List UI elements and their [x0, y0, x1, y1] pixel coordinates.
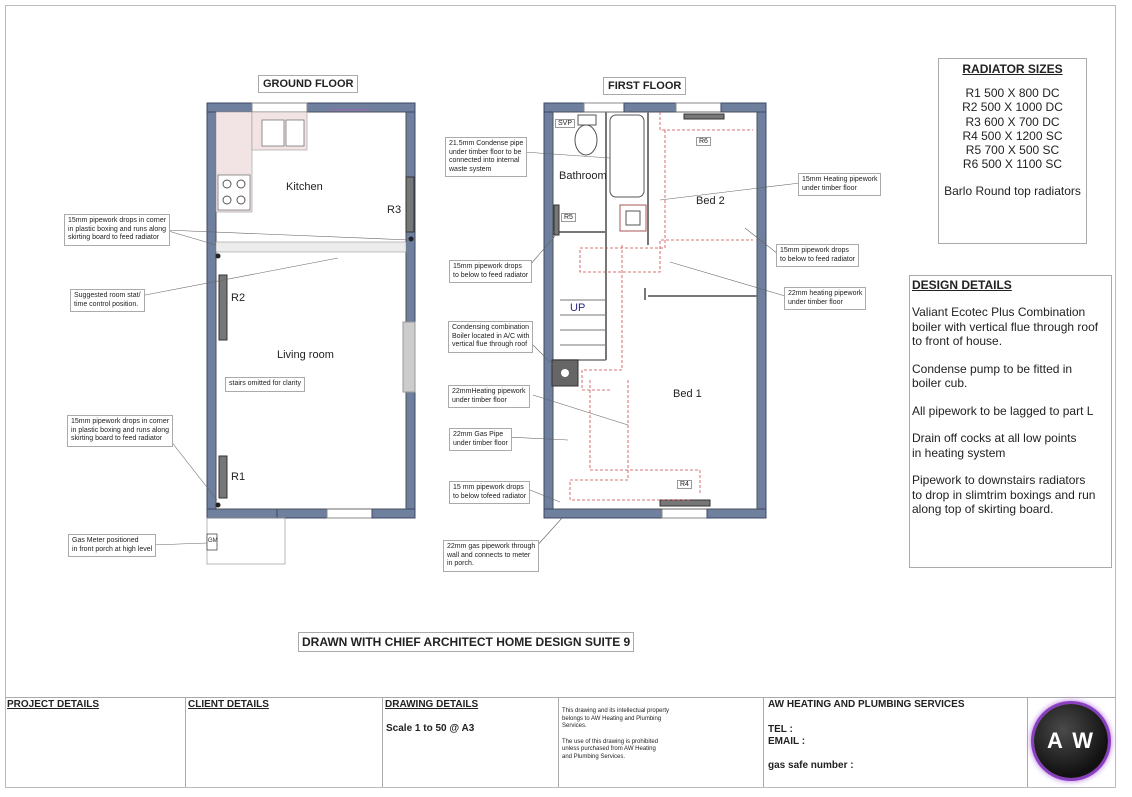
design-details-panel: [909, 275, 1112, 568]
design-detail-item: Drain off cocks at all low points in heating system: [912, 431, 1077, 460]
client-details-heading: CLIENT DETAILS: [188, 699, 269, 710]
note-corner-pipework-lower: 15mm pipework drops in corner in plastic boxing and runs along skirting board to feed radiator: [67, 415, 173, 447]
radiator-label-r6: R6: [696, 137, 711, 146]
stairs-note: stairs omitted for clarity: [225, 377, 305, 392]
radiator-size-item: R3 600 X 700 DC: [965, 114, 1060, 129]
note-condense-pipe: 21.5mm Condense pipe under timber floor to be connected into internal waste system: [445, 137, 527, 177]
radiator-label-r2: R2: [231, 292, 246, 304]
radiator-label-r1: R1: [231, 471, 246, 483]
radiator-size-item: R1 500 X 800 DC: [965, 86, 1060, 100]
note-drops-r4: 15 mm pipework drops to below tofeed radiator: [449, 481, 530, 504]
radiator-label-r5: R5: [561, 213, 576, 222]
gas-safe-number: gas safe number :: [768, 760, 854, 771]
note-heating-22mm-right: 22mm heating pipework under timber floor: [784, 287, 866, 310]
company-cell: [764, 697, 1028, 787]
design-detail-item: Pipework to downstairs radiators to drop in slimtrim boxings and run along top of skirting board.: [912, 473, 1096, 516]
radiator-size-item: R4 500 X 1200 SC: [962, 128, 1063, 143]
note-heating-15mm: 15mm Heating pipework under timber floor: [798, 173, 881, 196]
note-corner-pipework-upper: 15mm pipework drops in corner in plastic boxing and runs along skirting board to feed radiator: [64, 214, 170, 246]
radiator-label-r4: R4: [677, 480, 692, 489]
radiator-size-item: R5 700 X 500 SC: [965, 143, 1060, 158]
radiator-r6-shape: [684, 114, 724, 119]
gas-meter-label: GM: [208, 538, 218, 544]
radiator-r4-shape: [660, 500, 710, 506]
company-email: EMAIL :: [768, 736, 806, 747]
radiator-label-r3: R3: [387, 204, 402, 216]
project-details-cell: [5, 697, 186, 787]
note-drops-right: 15mm pipework drops to below to feed radiator: [776, 244, 859, 267]
design-detail-item: Condense pump to be fitted in boiler cub.: [912, 361, 1073, 390]
design-detail-item: Valiant Ecotec Plus Combination boiler with vertical flue through roof to front of house.: [912, 305, 1099, 348]
svp-label: SVP: [555, 119, 575, 128]
copyright-cell: [559, 697, 764, 787]
stairs-up-label: UP: [570, 302, 586, 314]
radiator-sizes-footer: Barlo Round top radiators: [944, 183, 1081, 198]
drawing-details-cell: [383, 697, 559, 787]
porch: [207, 518, 285, 564]
design-details-title: DESIGN DETAILS: [912, 278, 1012, 292]
stair-lines: [560, 288, 645, 345]
note-drops-r5: 15mm pipework drops to below to feed radiator: [449, 260, 532, 283]
radiator-r1-shape: [219, 456, 227, 498]
radiator-r5-shape: [554, 205, 559, 235]
aw-logo-text: A W: [1047, 728, 1095, 753]
room-label-bathroom: Bathroom: [559, 170, 607, 182]
note-boiler: Condensing combination Boiler located in A/C with vertical flue through roof: [448, 321, 533, 353]
note-gas-pipe-22mm: 22mm Gas Pipe under timber floor: [449, 428, 512, 451]
drawing-scale: Scale 1 to 50 @ A3: [386, 723, 475, 734]
radiator-sizes-title: RADIATOR SIZES: [962, 62, 1063, 76]
flue-icon: [561, 369, 569, 377]
fireplace: [403, 322, 415, 392]
room-label-living-room: Living room: [277, 349, 334, 361]
note-gas-meter: Gas Meter positioned in front porch at high level: [68, 534, 156, 557]
radiator-size-item: R6 500 X 1100 SC: [962, 157, 1063, 172]
note-room-stat: Suggested room stat/ time control position.: [70, 289, 145, 312]
property-notice: This drawing and its intellectual property belongs to AW Heating and Plumbing Services.: [562, 708, 670, 729]
room-label-bed-2: Bed 2: [696, 195, 725, 207]
project-details-heading: PROJECT DETAILS: [7, 699, 100, 710]
radiator-r3-shape: [406, 177, 414, 232]
note-heating-22mm: 22mmHeating pipework under timber floor: [448, 385, 530, 408]
radiator-sizes-list: [939, 86, 1086, 172]
design-detail-item: All pipework to be lagged to part L: [912, 403, 1094, 418]
note-gas-through-wall: 22mm gas pipework through wall and connects to meter in porch.: [443, 540, 539, 572]
client-details-cell: [186, 697, 383, 787]
first-floor-title: FIRST FLOOR: [603, 77, 686, 95]
usage-notice: The use of this drawing is prohibited unless purchased from AW Heating and Plumbing Services.: [562, 738, 659, 760]
radiator-sizes-panel: [938, 58, 1087, 244]
room-label-bed-1: Bed 1: [673, 388, 702, 400]
radiator-size-item: R2 500 X 1000 DC: [962, 100, 1063, 115]
company-tel: TEL :: [768, 724, 793, 735]
room-label-kitchen: Kitchen: [286, 181, 323, 193]
ground-floor-title: GROUND FLOOR: [258, 75, 358, 93]
drawing-software-title: DRAWN WITH CHIEF ARCHITECT HOME DESIGN SUITE 9: [298, 632, 634, 652]
company-name: AW HEATING AND PLUMBING SERVICES: [768, 699, 965, 710]
aw-logo: [1034, 704, 1108, 778]
drawing-details-heading: DRAWING DETAILS: [385, 699, 479, 710]
radiator-r2-shape: [219, 275, 227, 340]
